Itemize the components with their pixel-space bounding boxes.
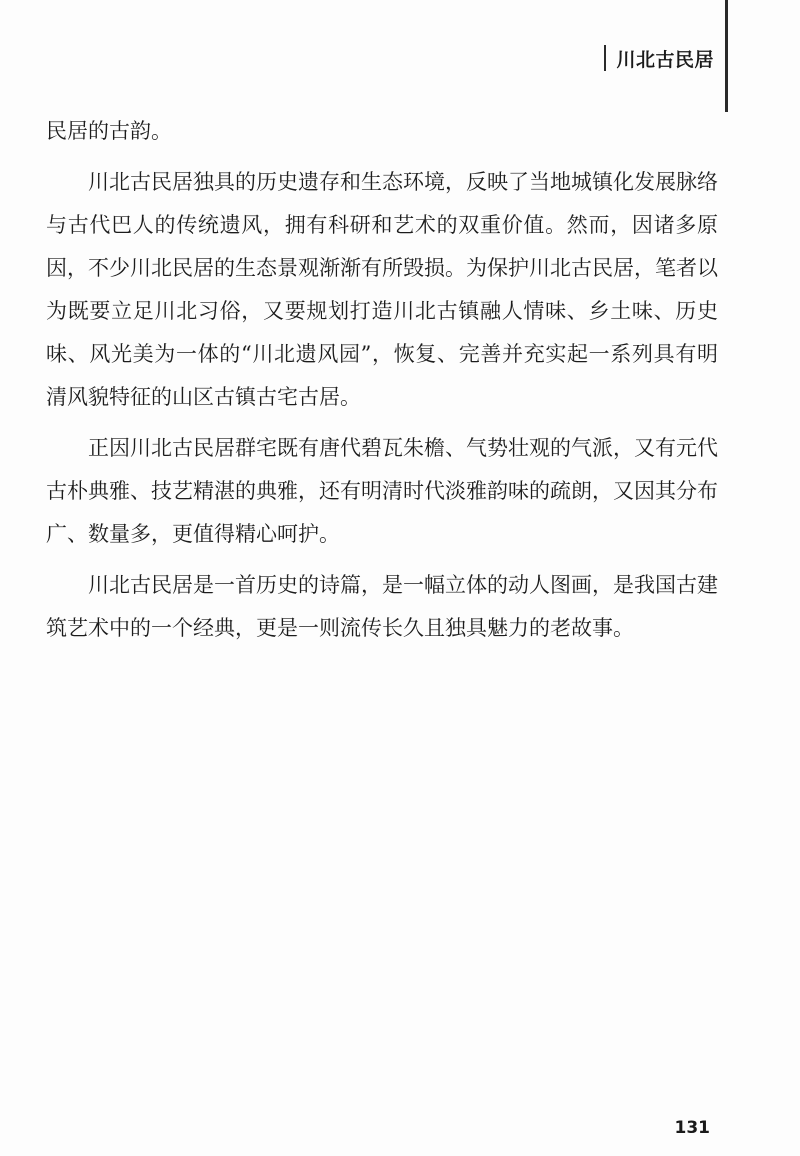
paragraph: 川北古民居独具的历史遗存和生态环境，反映了当地城镇化发展脉络与古代巴人的传统遗风，拥有科研和艺术的双重价值。然而，因诸多原因，不少川北民居的生态景观渐渐有所毁损。为保护川北古民居，笔者以为既要立足川北习俗，又要规划打造川北古镇融人情味、乡土味、历史味、风光美为一体的“川北遗风园”，恢复、完善并充实起一系列具有明清风貌特征的山区古镇古宅古居。 [46, 170, 718, 409]
running-header-title: 川北古民居 [616, 48, 714, 71]
page-number: 131 [674, 1118, 710, 1138]
body-text [46, 110, 718, 658]
paragraph-continuation: 民居的古韵。 [46, 119, 172, 143]
paragraph: 川北古民居是一首历史的诗篇，是一幅立体的动人图画，是我国古建筑艺术中的一个经典，更是一则流传长久且独具魅力的老故事。 [46, 573, 718, 640]
paragraph: 正因川北古民居群宅既有唐代碧瓦朱檐、气势壮观的气派，又有元代古朴典雅、技艺精湛的典雅，还有明清时代淡雅韵味的疏朗，又因其分布广、数量多，更值得精心呵护。 [46, 436, 718, 546]
header-divider [604, 45, 606, 71]
running-header [604, 42, 714, 74]
margin-rule [725, 0, 728, 112]
